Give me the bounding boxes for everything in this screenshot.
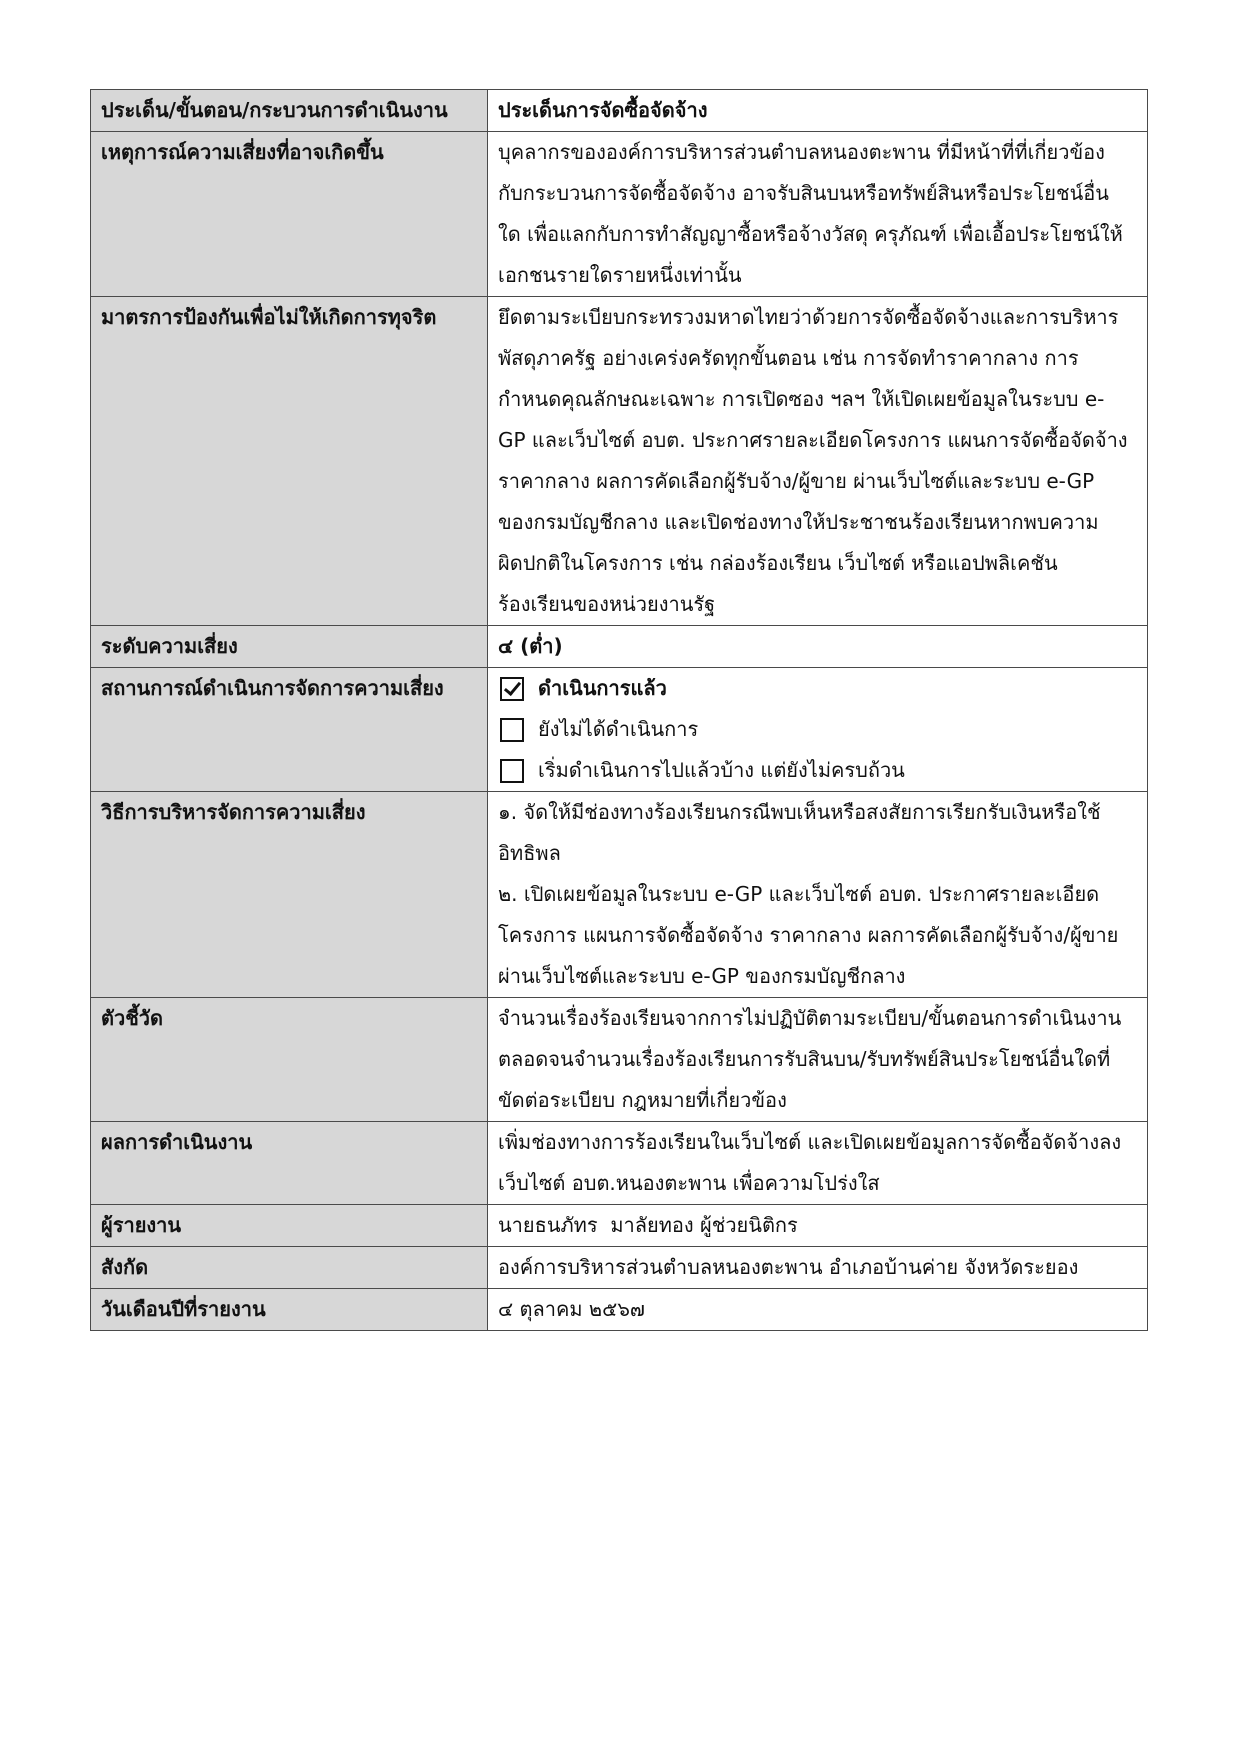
row-label: สถานการณ์ดำเนินการจัดการความเสี่ยง: [91, 668, 488, 792]
row-prevention: [91, 297, 1148, 626]
text-line: ตลอดจนจำนวนเรื่องร้องเรียนการรับสินบน/รับทรัพย์สินประโยชน์อื่นใดที่: [498, 1047, 1111, 1071]
status-option-label: ยังไม่ได้ดำเนินการ: [538, 717, 699, 741]
text-line: กำหนดคุณลักษณะเฉพาะ การเปิดซอง ฯลฯ ให้เปิดเผยข้อมูลในระบบ e-: [498, 387, 1105, 411]
row-risk-level: [91, 626, 1148, 668]
row-value: [488, 132, 1148, 297]
text-line: เพิ่มช่องทางการร้องเรียนในเว็บไซต์ และเปิดเผยข้อมูลการจัดซื้อจัดจ้างลง: [498, 1130, 1122, 1154]
row-label: ตัวชี้วัด: [91, 998, 488, 1122]
text-line: GP และเว็บไซต์ อบต. ประกาศรายละเอียดโครงการ แผนการจัดซื้อจัดจ้าง: [498, 428, 1128, 452]
row-reporter: [91, 1205, 1148, 1247]
status-option-not-started[interactable]: [498, 709, 1137, 750]
row-issue: [91, 90, 1148, 132]
text-line: พัสดุภาครัฐ อย่างเคร่งครัดทุกขั้นตอน เช่น การจัดทำราคากลาง การ: [498, 346, 1079, 370]
row-affiliation: [91, 1247, 1148, 1289]
row-label: ประเด็น/ขั้นตอน/กระบวนการดำเนินงาน: [91, 90, 488, 132]
text-line: บุคลากรขององค์การบริหารส่วนตำบลหนองตะพาน ที่มีหน้าที่ที่เกี่ยวข้อง: [498, 140, 1105, 164]
row-label: ผลการดำเนินงาน: [91, 1122, 488, 1205]
row-indicator: [91, 998, 1148, 1122]
row-result: [91, 1122, 1148, 1205]
row-value: [488, 668, 1148, 792]
text-line: ยึดตามระเบียบกระทรวงมหาดไทยว่าด้วยการจัดซื้อจัดจ้างและการบริหาร: [498, 305, 1119, 329]
row-value: องค์การบริหารส่วนตำบลหนองตะพาน อำเภอบ้านค่าย จังหวัดระยอง: [488, 1247, 1148, 1289]
row-label: ระดับความเสี่ยง: [91, 626, 488, 668]
status-option-done[interactable]: [498, 668, 1137, 709]
text-line: เว็บไซต์ อบต.หนองตะพาน เพื่อความโปร่งใส: [498, 1171, 880, 1195]
text-line: ของกรมบัญชีกลาง และเปิดช่องทางให้ประชาชนร้องเรียนหากพบความ: [498, 510, 1099, 534]
status-option-label: ดำเนินการแล้ว: [538, 676, 667, 700]
row-value: [488, 1122, 1148, 1205]
text-line: ผิดปกติในโครงการ เช่น กล่องร้องเรียน เว็บไซต์ หรือแอปพลิเคชัน: [498, 551, 1058, 575]
row-report-date: [91, 1289, 1148, 1331]
row-value: ๔ ตุลาคม ๒๕๖๗: [488, 1289, 1148, 1331]
row-label: มาตรการป้องกันเพื่อไม่ให้เกิดการทุจริต: [91, 297, 488, 626]
text-line: โครงการ แผนการจัดซื้อจัดจ้าง ราคากลาง ผลการคัดเลือกผู้รับจ้าง/ผู้ขาย: [498, 923, 1119, 947]
row-label: ผู้รายงาน: [91, 1205, 488, 1247]
checkbox-empty-icon[interactable]: [500, 718, 524, 742]
row-label: วันเดือนปีที่รายงาน: [91, 1289, 488, 1331]
row-value: [488, 998, 1148, 1122]
text-line: อิทธิพล: [498, 841, 561, 865]
text-line: กับกระบวนการจัดซื้อจัดจ้าง อาจรับสินบนหรือทรัพย์สินหรือประโยชน์อื่น: [498, 181, 1109, 205]
text-line: ขัดต่อระเบียบ กฎหมายที่เกี่ยวข้อง: [498, 1088, 787, 1112]
row-label: สังกัด: [91, 1247, 488, 1289]
text-line: เอกชนรายใดรายหนึ่งเท่านั้น: [498, 263, 742, 287]
checkbox-empty-icon[interactable]: [500, 759, 524, 783]
row-risk-event: [91, 132, 1148, 297]
text-line: ใด เพื่อแลกกับการทำสัญญาซื้อหรือจ้างวัสดุ ครุภัณฑ์ เพื่อเอื้อประโยชน์ให้: [498, 222, 1123, 246]
text-line: ๒. เปิดเผยข้อมูลในระบบ e-GP และเว็บไซต์ อบต. ประกาศรายละเอียด: [498, 882, 1100, 906]
row-label: วิธีการบริหารจัดการความเสี่ยง: [91, 792, 488, 998]
row-management: [91, 792, 1148, 998]
row-value: [488, 792, 1148, 998]
row-value: นายธนภัทร มาลัยทอง ผู้ช่วยนิติกร: [488, 1205, 1148, 1247]
row-value: ๔ (ต่ำ): [488, 626, 1148, 668]
row-label: เหตุการณ์ความเสี่ยงที่อาจเกิดขึ้น: [91, 132, 488, 297]
checkbox-checked-icon[interactable]: [500, 677, 524, 701]
text-line: ผ่านเว็บไซต์และระบบ e-GP ของกรมบัญชีกลาง: [498, 964, 906, 988]
row-status: [91, 668, 1148, 792]
status-option-label: เริ่มดำเนินการไปแล้วบ้าง แต่ยังไม่ครบถ้วน: [538, 758, 905, 782]
status-option-partial[interactable]: [498, 750, 1137, 791]
row-value: ประเด็นการจัดซื้อจัดจ้าง: [488, 90, 1148, 132]
text-line: ร้องเรียนของหน่วยงานรัฐ: [498, 592, 716, 616]
text-line: ราคากลาง ผลการคัดเลือกผู้รับจ้าง/ผู้ขาย ผ่านเว็บไซต์และระบบ e-GP: [498, 469, 1095, 493]
text-line: ๑. จัดให้มีช่องทางร้องเรียนกรณีพบเห็นหรือสงสัยการเรียกรับเงินหรือใช้: [498, 800, 1101, 824]
row-value: [488, 297, 1148, 626]
risk-report-table: [90, 89, 1148, 1331]
text-line: จำนวนเรื่องร้องเรียนจากการไม่ปฏิบัติตามระเบียบ/ขั้นตอนการดำเนินงาน: [498, 1006, 1122, 1030]
